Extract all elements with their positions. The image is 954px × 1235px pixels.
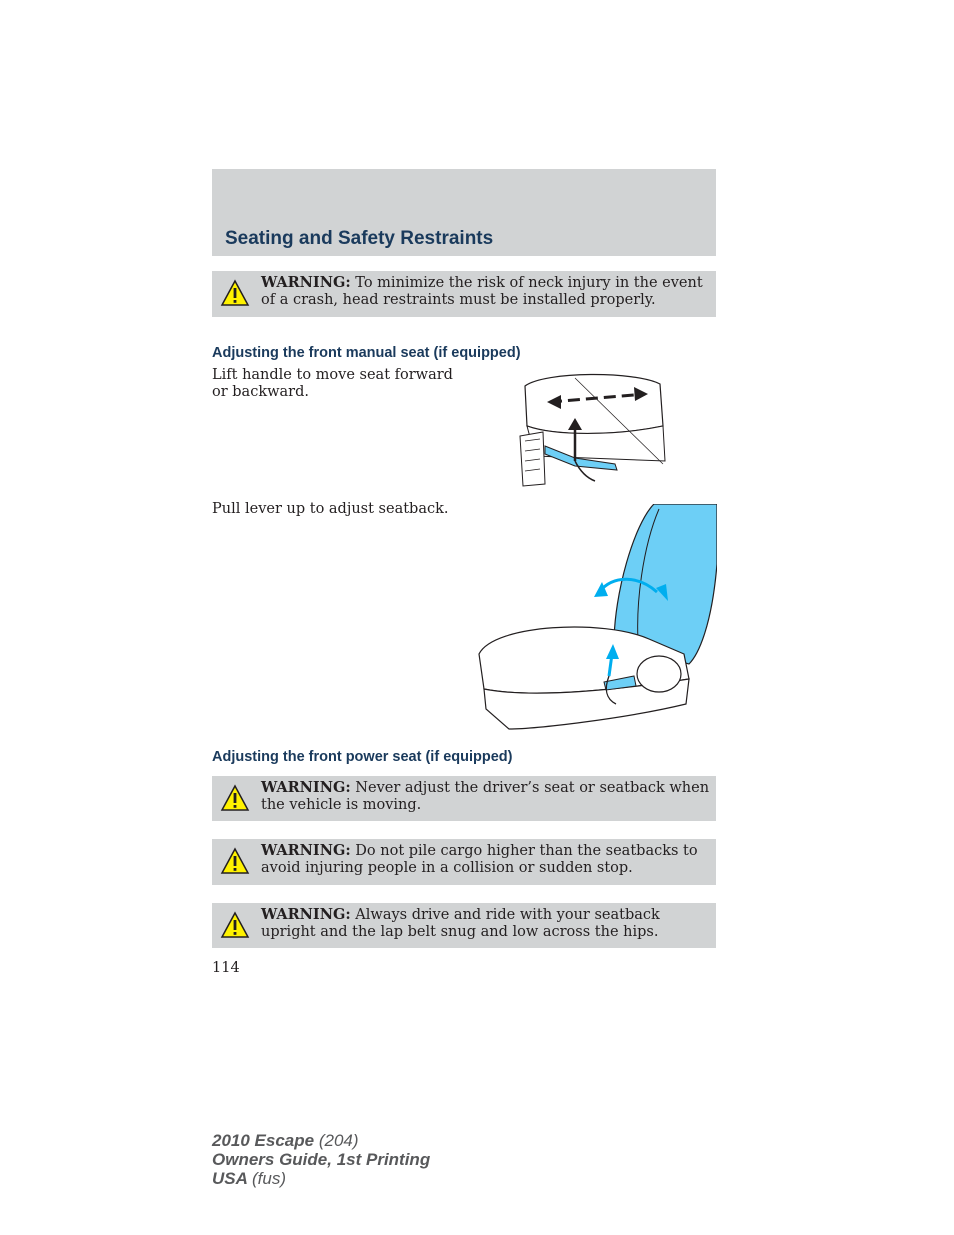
section-title: Seating and Safety Restraints [225,228,494,249]
warning-triangle-icon [220,911,250,939]
page-number: 114 [212,960,240,976]
warning-triangle-icon [220,847,250,875]
seat-track-illustration [515,366,667,488]
warning-triangle-icon [220,279,250,307]
warning-box [212,271,716,317]
seatback-recline-illustration [474,504,717,733]
warning-box [212,839,716,885]
seatback-instruction: Pull lever up to adjust seatback. [212,501,449,517]
footer-line-1: 2010 Escape (204) [212,1131,359,1150]
warning-text: WARNING: Always drive and ride with your seatback upright and the lap belt snug and low across the hips. [261,906,660,940]
warning-box [212,776,716,821]
warning-text: WARNING: Do not pile cargo higher than the seatbacks to avoid injuring people in a collision or sudden stop. [261,842,698,876]
footer-line-3: USA (fus) [212,1169,286,1188]
warning-text: WARNING: To minimize the risk of neck injury in the event of a crash, head restraints must be installed properly. [261,274,703,308]
manual-seat-heading: Adjusting the front manual seat (if equipped) [212,345,521,361]
power-seat-heading: Adjusting the front power seat (if equipped) [212,749,513,765]
warning-box [212,903,716,948]
warning-text: WARNING: Never adjust the driver’s seat or seatback when the vehicle is moving. [261,779,710,813]
manual-seat-instruction: Lift handle to move seat forward or backward. [212,367,453,400]
footer-line-2: Owners Guide, 1st Printing [212,1150,431,1169]
document-footer [212,1131,430,1188]
warning-triangle-icon [220,784,250,812]
